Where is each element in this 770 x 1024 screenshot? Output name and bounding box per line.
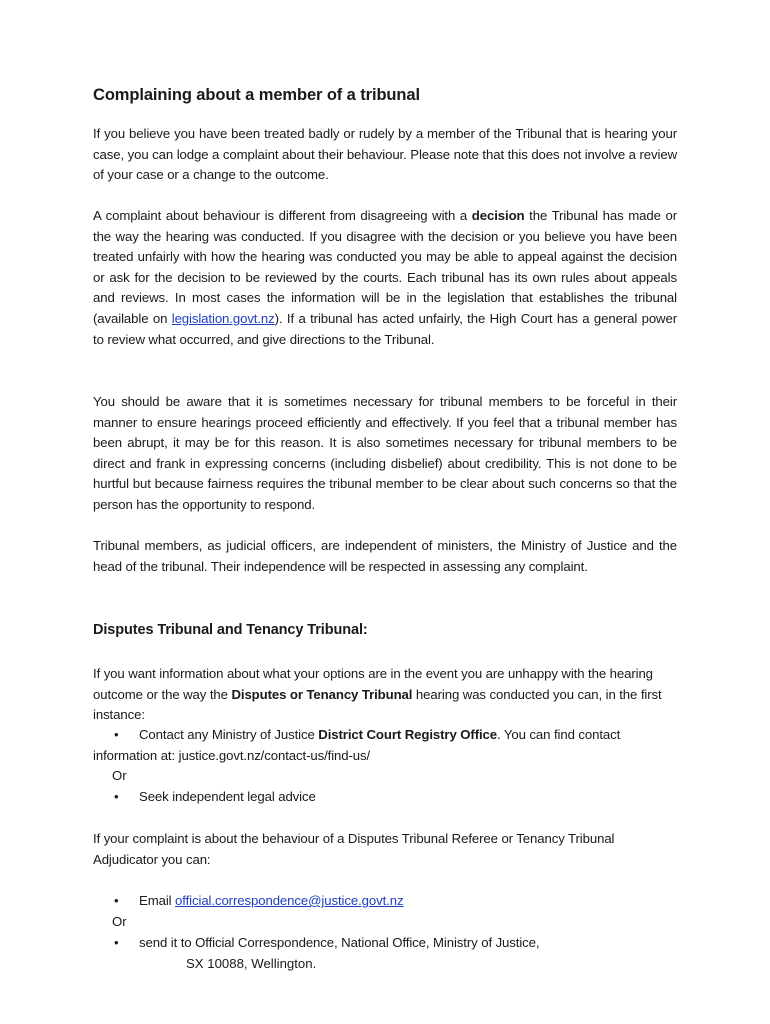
decision-text-a: A complaint about behaviour is different from disagreeing with a (93, 208, 472, 223)
bullet-icon: • (114, 789, 119, 804)
contact-text (93, 725, 677, 746)
options-text-c: hearing was conducted you can, in the first instance: (93, 686, 662, 723)
email-label: Email (139, 893, 176, 908)
contact-text-a: Contact any Ministry of Justice (139, 727, 319, 742)
decision-text-c: the Tribunal has made or the way the hearing was conducted. If you disagree with the decision or you believe you have been treated unfairly with how the hearing was conducted you may be able to appeal against the decision or ask for the decision to be reviewed by the courts. Each tribunal has its own rules about appeals and reviews. In most cases the information will be in the legislation that establishes the tribunal (available on (93, 208, 677, 326)
bullet-icon: • (114, 893, 119, 908)
list-item-post (93, 933, 677, 954)
contact-url-text: information at: justice.govt.nz/contact-us/find-us/ (93, 748, 371, 763)
independence-paragraph: Tribunal members, as judicial officers, are independent of ministers, the Ministry of Justice and the head of the tribunal. Their independence will be respected in assessing any complaint. (93, 538, 677, 574)
options-text-a: If you want information about what your options are in the event you are unhappy with the hearing outcome or the way the (93, 666, 653, 702)
options-paragraph (93, 664, 677, 726)
legal-advice-text: Seek independent legal advice (139, 789, 316, 804)
decision-paragraph (93, 206, 677, 350)
list-item-contact (93, 725, 677, 746)
behaviour-paragraph: If your complaint is about the behaviour of a Disputes Tribunal Referee or Tenancy Tribunal Adjudicator you can: (93, 831, 615, 867)
list-item-email (93, 891, 677, 912)
list-item-legal-advice (93, 787, 677, 808)
bullet-icon: • (114, 935, 119, 950)
email-link[interactable]: official.correspondence@justice.govt.nz (175, 893, 404, 908)
post-text: send it to Official Correspondence, National Office, Ministry of Justice, (139, 935, 540, 950)
decision-bold: decision (471, 208, 525, 223)
or-text: Or (112, 914, 127, 929)
page-title: Complaining about a member of a tribunal (93, 86, 420, 104)
options-bold: Disputes or Tenancy Tribunal (231, 686, 413, 702)
decision-text-d: ). If a tribunal has acted unfairly, the High Court has a general power to review what occurred, and give directions to the Tribunal. (93, 310, 678, 347)
section-heading: Disputes Tribunal and Tenancy Tribunal: (93, 622, 368, 638)
legislation-link[interactable]: legislation.govt.nz (171, 310, 275, 326)
or-text: Or (112, 768, 127, 783)
contact-bold: District Court Registry Office (318, 727, 498, 742)
forceful-paragraph: You should be aware that it is sometimes necessary for tribunal members to be forceful in their manner to ensure hearings proceed efficiently and effectively. If you feel that a tribunal member has been abrupt, it may be for this reason. It is also sometimes necessary for tribunal members to be direct and frank in expressing concerns (including disbelief) about credibility. This is not done to be hurtful but because fairness requires the tribunal member to be clear about such concerns so that the person has the opportunity to respond. (93, 394, 677, 512)
bullet-icon: • (114, 727, 119, 742)
email-text (93, 891, 677, 912)
contact-text-c: . You can find contact (497, 727, 621, 742)
post-address-text: SX 10088, Wellington. (186, 956, 317, 971)
intro-paragraph: If you believe you have been treated badly or rudely by a member of the Tribunal that is hearing your case, you can lodge a complaint about their behaviour. Please note that this does not involve a review of your case or a change to the outcome. (93, 126, 677, 183)
